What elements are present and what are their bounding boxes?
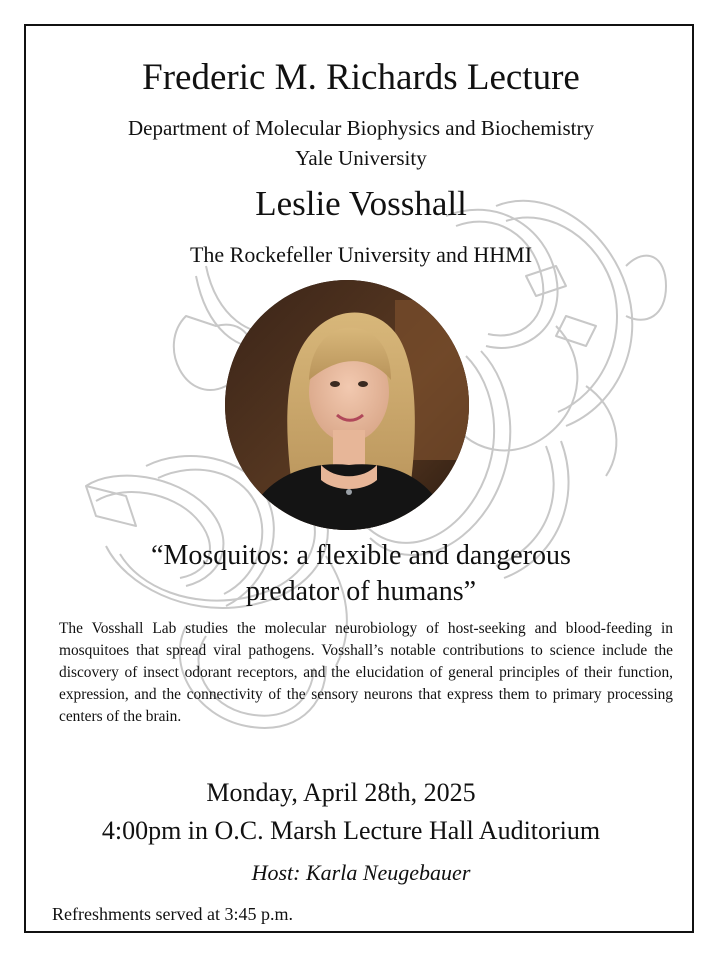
lecture-title: Frederic M. Richards Lecture bbox=[142, 57, 580, 98]
poster-frame bbox=[24, 24, 694, 933]
department-name: Department of Molecular Biophysics and Biochemistry bbox=[128, 116, 594, 140]
talk-title bbox=[26, 538, 694, 610]
speaker-affiliation: The Rockefeller University and HHMI bbox=[189, 242, 533, 267]
talk-abstract: The Vosshall Lab studies the molecular neurobiology of host-seeking and blood-feeding in mosquitoes that spread viral pathogens. Vosshall’s notable contributions to science include the discovery of insect odorant receptors, and the elucidation of general principles of their function, expression, and the connectivity of the sensory neurons that express them to primary processing centers of the brain. bbox=[59, 620, 673, 725]
refreshments-note: Refreshments served at 3:45 p.m. bbox=[52, 904, 293, 924]
talk-title-line-1: “Mosquitos: a flexible and dangerous bbox=[151, 540, 571, 571]
talk-title-line-2: predator of humans” bbox=[245, 576, 477, 607]
speaker-name: Leslie Vosshall bbox=[255, 184, 467, 223]
speaker-photo bbox=[225, 280, 469, 530]
university-name: Yale University bbox=[295, 146, 427, 170]
event-time-location: 4:00pm in O.C. Marsh Lecture Hall Auditorium bbox=[101, 816, 601, 845]
event-date: Monday, April 28th, 2025 bbox=[206, 778, 476, 807]
event-host: Host: Karla Neugebauer bbox=[251, 860, 471, 885]
